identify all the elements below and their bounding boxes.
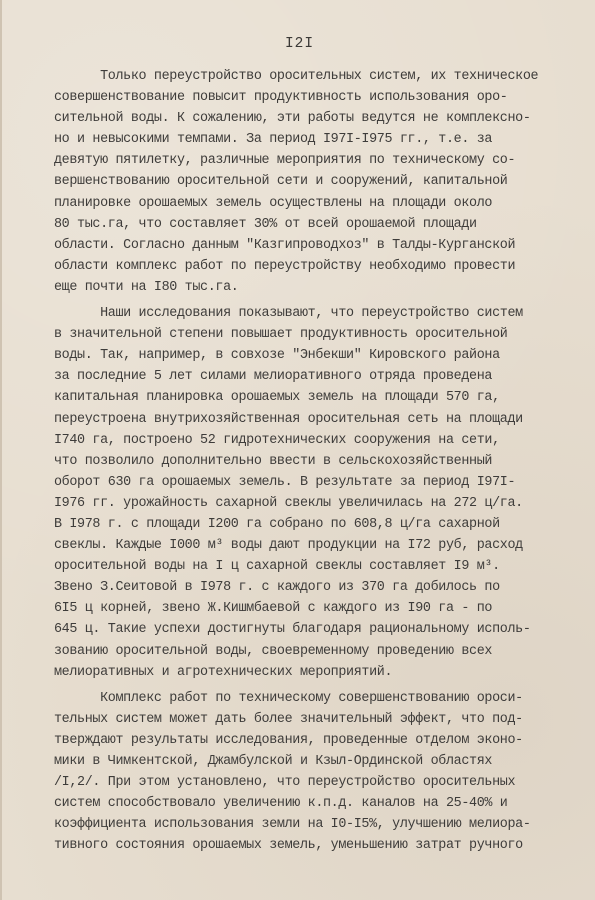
text-line: 80 тыс.га, что составляет 30% от всей орошаемой площади [54,216,477,232]
text-line: 645 ц. Такие успехи достигнуты благодаря рациональному исполь- [54,622,531,638]
text-line: области комплекс работ по переустройству необходимо провести [54,258,516,274]
text-line: Только переустройство оросительных систем, их техническое [54,69,539,84]
paragraph [54,66,574,298]
text-line: тивного состояния орошаемых земель, уменьшению затрат ручного [54,838,523,854]
text-line: совершенствование повысит продуктивность использования оро- [54,90,508,106]
text-line: свеклы. Каждые I000 м³ воды дают продукции на I72 руб, расход [54,538,523,554]
paragraph [54,688,574,857]
text-line: в значительной степени повышает продуктивность оросительной [54,327,508,343]
text-line: Наши исследования показывают, что переустройство систем [54,306,523,322]
text-line: переустроена внутрихозяйственная оросительная сеть на площади [54,411,523,427]
text-line: Звено З.Сеитовой в I978 г. с каждого из 370 га добилось по [54,580,500,596]
text-line: еще почти на I80 тыс.га. [54,279,239,295]
text-line: I976 гг. урожайность сахарной свеклы увеличилась на 272 ц/га. [54,495,523,511]
text-line: В I978 г. с площади I200 га собрано по 608,8 ц/га сахарной [54,516,500,532]
text-line: капитальная планировка орошаемых земель на площади 570 га, [54,390,500,406]
text-line: воды. Так, например, в совхозе "Энбекши" Кировского района [54,348,500,364]
text-line: мелиоративных и агротехнических мероприятий. [54,664,393,680]
text-line: I740 га, построено 52 гидротехнических сооружения на сети, [54,432,500,448]
page-number: I2I [284,36,315,52]
text-line: коэффициента использования земли на I0-I5%, улучшению мелиора- [54,817,531,833]
text-line: за последние 5 лет силами мелиоративного отряда проведена [54,369,493,385]
text-line: /I,2/. При этом установлено, что переустройство оросительных [54,775,516,791]
text-line: Комплекс работ по техническому совершенствованию ороси- [54,690,523,706]
paragraph [54,303,574,683]
text-line: но и невысокими темпами. За период I97I-I975 гг., т.е. за [54,132,493,148]
text-line: вершенствованию оросительной сети и сооружений, капитальной [54,174,508,190]
text-line: оросительной воды на I ц сахарной свеклы составляет I9 м³. [54,559,500,575]
text-line: сительной воды. К сожалению, эти работы ведутся не комплексно- [54,111,531,127]
text-line: оборот 630 га орошаемых земель. В результате за период I97I- [54,474,516,490]
text-line: мики в Чимкентской, Джамбулской и Кзыл-Ординской областях [54,754,493,769]
text-line: тельных систем может дать более значительный эффект, что под- [54,711,523,727]
text-line: девятую пятилетку, различные мероприятия по техническому со- [54,153,516,169]
text-line: 6I5 ц корней, звено Ж.Кишмбаевой с каждого из I90 га - по [54,601,493,617]
body-text [54,66,574,861]
text-line: зованию оросительной воды, своевременному проведению всех [54,643,493,659]
text-line: тверждают результаты исследования, проведенные отделом эконо- [54,732,523,748]
text-line: систем способствовало увеличению к.п.д. каналов на 25-40% и [54,796,508,812]
text-line: что позволило дополнительно ввести в сельскохозяйственный [54,453,493,469]
text-line: планировке орошаемых земель осуществлены на площади около [54,195,493,211]
text-line: области. Согласно данным "Казгипроводхоз" в Талды-Курганской [54,237,516,253]
